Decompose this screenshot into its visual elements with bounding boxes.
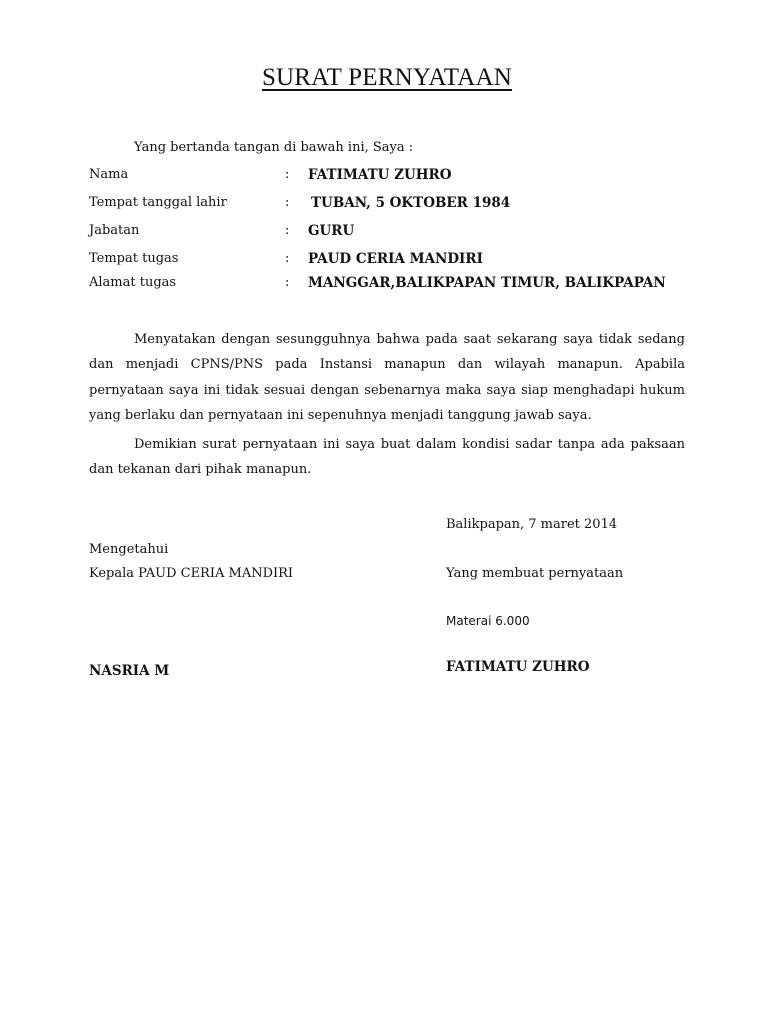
intro-text: Yang bertanda tangan di bawah ini, Saya :: [134, 140, 414, 155]
declarant-role: Yang membuat pernyataan: [446, 566, 624, 581]
stamp-duty-note: Materai 6.000: [446, 614, 530, 628]
statement-paragraph: Menyatakan dengan sesungguhnya bahwa pada saat sekarang saya tidak sedang dan menjadi CPNS/PNS pada Instansi manapun dan wilayah manapun. Apabila pernyataan saya ini tidak sesuai dengan sebenarnya maka saya siap menghadapi hukum yang berlaku dan pernyataan ini sepenuhnya menjadi tanggung jawab saya.: [89, 332, 685, 423]
field-label-ttl: Tempat tanggal lahir: [89, 195, 227, 210]
declarant-name: FATIMATU ZUHRO: [446, 659, 590, 675]
closing-paragraph: Demikian surat pernyataan ini saya buat dalam kondisi sadar tanpa ada paksaan dan tekanan dari pihak manapun.: [89, 437, 685, 478]
field-colon: :: [285, 275, 290, 290]
field-value-jabatan: GURU: [308, 223, 355, 239]
field-colon: :: [285, 195, 290, 210]
field-colon: :: [285, 223, 290, 238]
field-label-alamat-tugas: Alamat tugas: [89, 275, 177, 290]
document-title: SURAT PERNYATAAN: [261, 64, 513, 91]
acknowledged-label: Mengetahui: [89, 542, 169, 557]
field-label-jabatan: Jabatan: [89, 223, 140, 238]
place-date: Balikpapan, 7 maret 2014: [446, 517, 618, 532]
headmaster-name: NASRIA M: [89, 663, 170, 679]
field-value-tempat-tugas: PAUD CERIA MANDIRI: [308, 251, 483, 267]
field-colon: :: [285, 167, 290, 182]
headmaster-title: Kepala PAUD CERIA MANDIRI: [89, 566, 294, 581]
field-label-nama: Nama: [89, 167, 129, 182]
field-colon: :: [285, 251, 290, 266]
field-value-alamat-tugas: MANGGAR,BALIKPAPAN TIMUR, BALIKPAPAN: [308, 275, 666, 291]
field-label-tempat-tugas: Tempat tugas: [89, 251, 179, 266]
field-value-ttl: TUBAN, 5 OKTOBER 1984: [311, 195, 511, 211]
field-value-nama: FATIMATU ZUHRO: [308, 167, 452, 183]
